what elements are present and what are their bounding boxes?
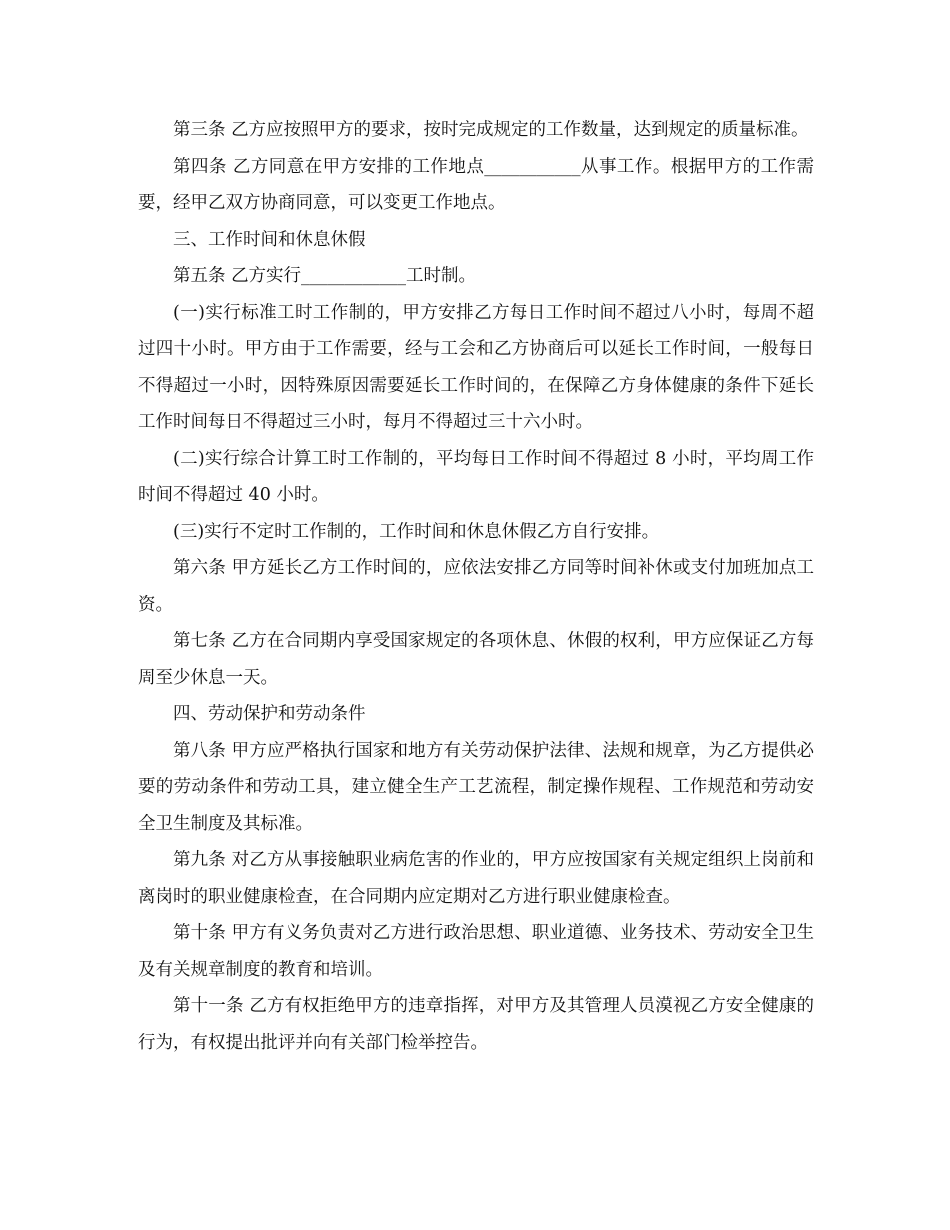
- article-6: 第六条 甲方延长乙方工作时间的，应依法安排乙方同等时间补休或支付加班加点工资。: [138, 558, 814, 615]
- article-7: 第七条 乙方在合同期内享受国家规定的各项休息、休假的权利，甲方应保证乙方每周至少休息一天。: [138, 631, 814, 688]
- article-9: 第九条 对乙方从事接触职业病危害的作业的，甲方应按国家有关规定组织上岗前和离岗时的职业健康检查，在合同期内应定期对乙方进行职业健康检查。: [138, 850, 814, 907]
- article-4: 第四条 乙方同意在甲方安排的工作地点___________从事工作。根据甲方的工作需要，经甲乙双方协商同意，可以变更工作地点。: [138, 156, 814, 213]
- article-8: 第八条 甲方应严格执行国家和地方有关劳动保护法律、法规和规章，为乙方提供必要的劳动条件和劳动工具，建立健全生产工艺流程，制定操作规程、工作规范和劳动安全卫生制度及其标准。: [138, 740, 814, 834]
- section-heading-working-hours: 三、工作时间和休息休假: [173, 229, 366, 250]
- article-5-item-1: (一)实行标准工时工作制的，甲方安排乙方每日工作时间不超过八小时，每周不超过四十小时。甲方由于工作需要，经与工会和乙方协商后可以延长工作时间，一般每日不得超过一小时，因特殊原因需要延长工作时间的，在保障乙方身体健康的条件下延长工作时间每日不得超过三小时，每月不得超过三十六小时。: [138, 302, 814, 432]
- article-10: 第十条 甲方有义务负责对乙方进行政治思想、职业道德、业务技术、劳动安全卫生及有关规章制度的教育和培训。: [138, 923, 814, 980]
- article-5-item-2: (二)实行综合计算工时工作制的，平均每日工作时间不得超过 8 小时，平均周工作时间不得超过 40 小时。: [138, 448, 814, 505]
- section-heading-labor-protection: 四、劳动保护和劳动条件: [173, 704, 366, 724]
- article-11: 第十一条 乙方有权拒绝甲方的违章指挥，对甲方及其管理人员漠视乙方安全健康的行为，有权提出批评并向有关部门检举控告。: [138, 996, 814, 1053]
- article-3: 第三条 乙方应按照甲方的要求，按时完成规定的工作数量，达到规定的质量标准。: [173, 120, 809, 140]
- article-5-item-3: (三)实行不定时工作制的，工作时间和休息休假乙方自行安排。: [173, 521, 660, 542]
- article-5: 第五条 乙方实行____________工时制。: [173, 266, 477, 286]
- document-body: [138, 112, 814, 1061]
